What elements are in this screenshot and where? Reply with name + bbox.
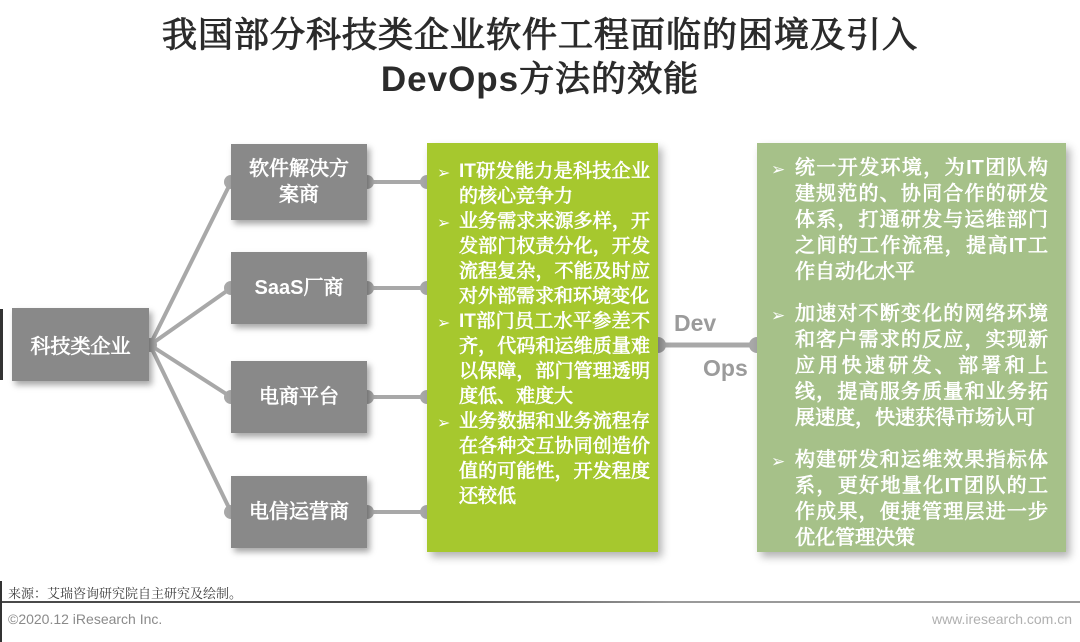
benefit-item-text: 构建研发和运维效果指标体系，更好地量化IT团队的工作成果，便捷管理层进一步优化管理决策 [795,449,1048,549]
node-ecommerce-platform: 电商平台 [231,361,367,433]
left-edge-artifact [0,581,2,642]
node-software-solution-vendor: 软件解决方案商 [231,144,367,220]
source-note: 来源：艾瑞咨询研究院自主研究及绘制。 [8,586,243,601]
challenge-item [437,309,650,409]
benefit-item [771,301,1048,431]
benefits-panel [757,143,1066,552]
ops-label: Ops [703,355,748,381]
arrow-bullet-icon: ➢ [437,165,451,182]
benefit-item [771,155,1048,285]
title-line-1: 我国部分科技类企业软件工程面临的困境及引入 [161,16,918,55]
left-edge-artifact [0,309,3,380]
arrow-bullet-icon: ➢ [437,315,451,332]
challenge-item [437,159,650,209]
title-line-2: DevOps方法的效能 [380,60,700,99]
benefit-item [771,447,1048,551]
arrow-bullet-icon: ➢ [437,415,451,432]
challenge-item-text: IT研发能力是科技企业的核心竞争力 [459,161,650,207]
challenge-item [437,209,650,309]
copyright-text: ©2020.12 iResearch Inc. [8,611,163,627]
arrow-bullet-icon: ➢ [771,160,786,179]
challenges-panel [427,143,658,552]
node-telecom-operator: 电信运营商 [231,476,367,548]
challenge-item-text: IT部门员工水平参差不齐，代码和运维质量难以保障，部门管理透明度低、难度大 [459,311,650,407]
challenge-item [437,409,650,509]
footer-divider [0,601,1080,603]
challenge-item-text: 业务数据和业务流程存在各种交互协同创造价值的可能性，开发程度还较低 [459,411,650,507]
benefit-item-text: 统一开发环境，为IT团队构建规范的、协同合作的研发体系，打通研发与运维部门之间的工作流程，提高IT工作自动化水平 [795,157,1048,283]
dev-label: Dev [674,310,717,336]
arrow-bullet-icon: ➢ [437,215,451,232]
benefit-item-text: 加速对不断变化的网络环境和客户需求的反应，实现新应用快速研发、部署和上线，提高服务质量和业务拓展速度，快速获得市场认可 [795,303,1048,429]
arrow-bullet-icon: ➢ [771,306,786,325]
website-url: www.iresearch.com.cn [931,611,1072,627]
node-saas-vendor: SaaS厂商 [231,252,367,324]
challenge-item-text: 业务需求来源多样，开发部门权责分化，开发流程复杂，不能及时应对外部需求和环境变化 [459,211,650,307]
node-tech-companies: 科技类企业 [12,308,149,381]
arrow-bullet-icon: ➢ [771,452,786,471]
